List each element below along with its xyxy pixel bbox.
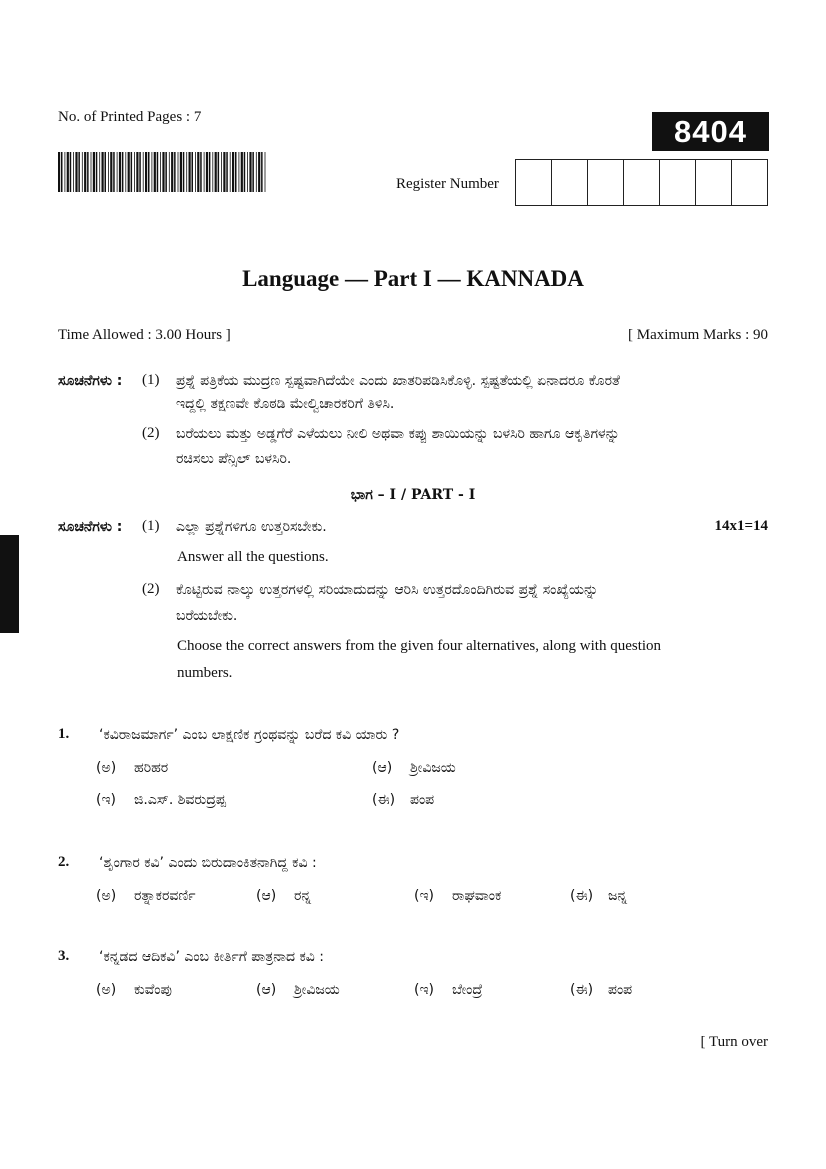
- maximum-marks: [ Maximum Marks : 90: [628, 327, 768, 343]
- answer-option: [96, 888, 196, 904]
- register-box: [695, 160, 731, 205]
- instruction-text: ಇದ್ದಲ್ಲಿ ತಕ್ಷಣವೇ ಕೊಠಡಿ ಮೇಲ್ವಿಚಾರಕರಿಗೆ ತಿಳಿಸಿ.: [176, 396, 395, 412]
- time-allowed: Time Allowed : 3.00 Hours ]: [58, 327, 231, 343]
- side-margin-mark: [0, 535, 19, 633]
- printed-pages-count: No. of Printed Pages : 7: [58, 109, 202, 125]
- answer-option: [96, 792, 226, 808]
- instruction-text-english: Choose the correct answers from the given four alternatives, along with question: [177, 638, 662, 654]
- paper-code: 8404: [652, 112, 769, 151]
- option-label: (ಇ): [96, 792, 117, 808]
- option-label: (ಅ): [96, 982, 117, 998]
- option-text: ರನ್ನ: [294, 888, 312, 904]
- answer-option: [256, 888, 311, 904]
- option-label: (ಅ): [96, 760, 117, 776]
- instruction-text: ಬರೆಯಬೇಕು.: [176, 608, 238, 624]
- question-number: 3.: [58, 948, 70, 964]
- instruction-number: (1): [142, 372, 160, 388]
- option-text: ರತ್ನಾಕರವರ್ಣಿ: [134, 888, 196, 904]
- option-label: (ಈ): [372, 792, 396, 808]
- answer-option: [96, 982, 172, 998]
- option-label: (ಆ): [372, 760, 393, 776]
- option-label: (ಅ): [96, 888, 117, 904]
- option-text: ಜಿ.ಎಸ್. ಶಿವರುದ್ರಪ್ಪ: [134, 792, 226, 808]
- register-box: [659, 160, 695, 205]
- part-heading: ಭಾಗ – I / PART - I: [350, 487, 476, 503]
- register-number-boxes: [515, 159, 768, 206]
- instruction-text: ಬರೆಯಲು ಮತ್ತು ಅಡ್ಡಗೆರೆ ಎಳೆಯಲು ನೀಲಿ ಅಥವಾ ಕಪ್ಪು ಶಾಯಿಯನ್ನು ಬಳಸಿರಿ ಹಾಗೂ ಆಕೃತಿಗಳನ್ನು: [176, 426, 620, 442]
- marks-scheme: 14x1=14: [714, 518, 768, 534]
- answer-option: [414, 888, 501, 904]
- option-label: (ಆ): [256, 888, 277, 904]
- answer-option: [570, 982, 632, 998]
- option-label: (ಈ): [570, 888, 594, 904]
- option-text: ಕುವೆಂಪು: [134, 982, 172, 998]
- instruction-text: ಕೊಟ್ಟಿರುವ ನಾಲ್ಕು ಉತ್ತರಗಳಲ್ಲಿ ಸರಿಯಾದುದನ್ನು ಆರಿಸಿ ಉತ್ತರದೊಂದಿಗಿರುವ ಪ್ರಶ್ನೆ ಸಂಖ್ಯೆಯನ್ನು: [176, 582, 599, 598]
- instructions-label: ಸೂಚನೆಗಳು :: [58, 373, 123, 389]
- part-instructions-label: ಸೂಚನೆಗಳು :: [58, 519, 123, 535]
- answer-option: [96, 760, 168, 776]
- instruction-number: (2): [142, 581, 160, 597]
- question-text: ‘ಕನ್ನಡದ ಆದಿಕವಿ’ ಎಂಬ ಕೀರ್ತಿಗೆ ಪಾತ್ರನಾದ ಕವಿ :: [99, 949, 324, 965]
- instruction-number: (1): [142, 518, 160, 534]
- register-box: [623, 160, 659, 205]
- turn-over-note: [ Turn over: [700, 1034, 768, 1050]
- register-box: [516, 160, 551, 205]
- barcode: [58, 152, 268, 192]
- instruction-number: (2): [142, 425, 160, 441]
- option-label: (ಆ): [256, 982, 277, 998]
- page-title: Language — Part I — KANNADA: [242, 266, 584, 291]
- option-text: ಶ್ರೀವಿಜಯ: [294, 982, 340, 998]
- register-box: [731, 160, 767, 205]
- register-box: [551, 160, 587, 205]
- option-text: ರಾಘವಾಂಕ: [452, 888, 502, 904]
- question-number: 2.: [58, 854, 70, 870]
- instruction-text: ರಚಿಸಲು ಪೆನ್ಸಿಲ್ ಬಳಸಿರಿ.: [176, 451, 292, 467]
- register-box: [587, 160, 623, 205]
- answer-option: [570, 888, 627, 904]
- answer-option: [372, 792, 434, 808]
- answer-option: [256, 982, 340, 998]
- option-label: (ಇ): [414, 982, 435, 998]
- register-number-label: Register Number: [396, 176, 499, 192]
- option-text: ಜನ್ನ: [608, 888, 628, 904]
- option-label: (ಇ): [414, 888, 435, 904]
- instruction-text-english: Answer all the questions.: [177, 549, 329, 565]
- instruction-text-english: numbers.: [177, 665, 233, 681]
- option-text: ಬೇಂದ್ರೆ: [452, 982, 483, 998]
- option-text: ಪಂಪ: [410, 792, 435, 808]
- answer-option: [372, 760, 456, 776]
- instruction-text: ಎಲ್ಲಾ ಪ್ರಶ್ನೆಗಳಿಗೂ ಉತ್ತರಿಸಬೇಕು.: [176, 519, 327, 535]
- question-number: 1.: [58, 726, 70, 742]
- question-text: ‘ಕವಿರಾಜಮಾರ್ಗ’ ಎಂಬ ಲಾಕ್ಷಣಿಕ ಗ್ರಂಥವನ್ನು ಬರೆದ ಕವಿ ಯಾರು ?: [99, 727, 400, 743]
- instruction-text: ಪ್ರಶ್ನೆ ಪತ್ರಿಕೆಯ ಮುದ್ರಣ ಸ್ಪಷ್ಟವಾಗಿದೆಯೇ ಎಂದು ಖಾತರಿಪಡಿಸಿಕೊಳ್ಳಿ. ಸ್ಪಷ್ಟತೆಯಲ್ಲಿ ಏನಾದರೂ ಕೊರತೆ: [176, 373, 620, 389]
- option-text: ಪಂಪ: [608, 982, 633, 998]
- option-text: ಹರಿಹರ: [134, 760, 169, 776]
- answer-option: [414, 982, 483, 998]
- option-label: (ಈ): [570, 982, 594, 998]
- option-text: ಶ್ರೀವಿಜಯ: [410, 760, 456, 776]
- question-text: ‘ಶೃಂಗಾರ ಕವಿ’ ಎಂದು ಬಿರುದಾಂಕಿತನಾಗಿದ್ದ ಕವಿ :: [99, 855, 317, 871]
